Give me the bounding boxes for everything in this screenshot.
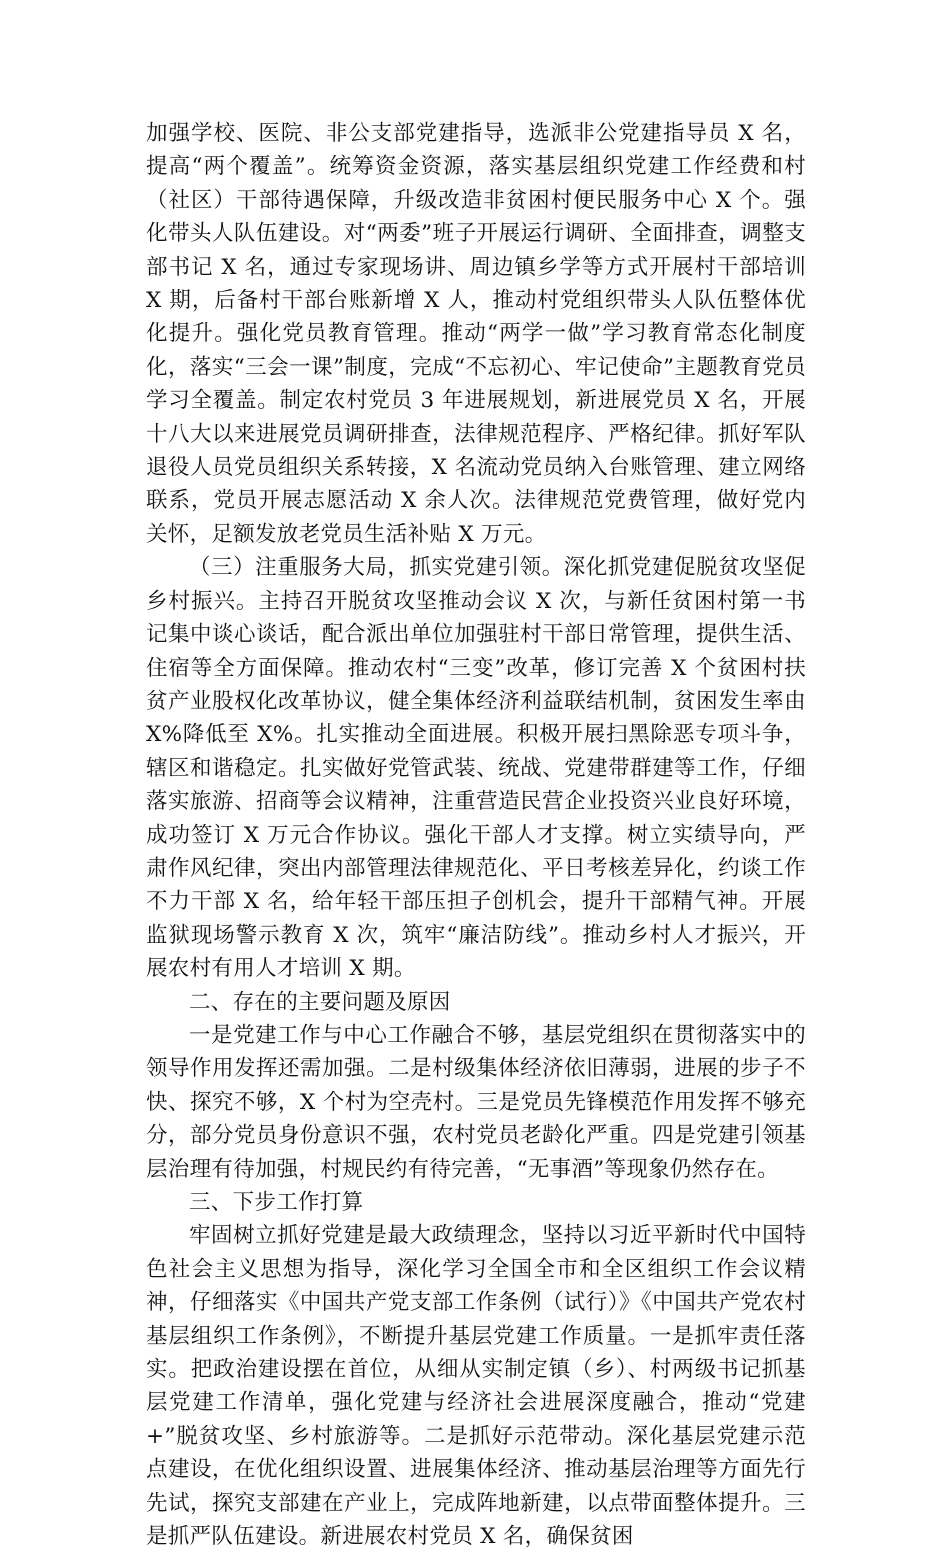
section-heading: 三、下步工作打算 [189,1190,364,1215]
body-paragraph: 加强学校、医院、非公支部党建指导，选派非公党建指导员 X 名，提高“两个覆盖”。统筹资金资源，落实基层组织党建工作经费和村（社区）干部待遇保障，升级改造非贫困村便民服务中心 X 个。强化带头人队伍建设。对“两委”班子开展运行调研、全面排查，调整支部书记 X 名，通过专家现场讲、周边镇乡学等方式开展村干部培训 X 期，后备村干部台账新增 X 人，推动村党组织带头人队伍整体优化提升。强化党员教育管理。推动“两学一做”学习教育常态化制度化，落实“三会一课”制度，完成“不忘初心、牢记使命”主题教育党员学习全覆盖。制定农村党员 3 年进展规划，新进展党员 X 名，开展十八大以来进展党员调研排查，法律规范程序、严格纪律。抓好军队退役人员党员组织关系转接，X 名流动党员纳入台账管理、建立网络联系，党员开展志愿活动 X 余人次。法律规范党费管理，做好党内关怀，足额发放老党员生活补贴 X 万元。 [146,121,806,547]
body-paragraph: （三）注重服务大局，抓实党建引领。深化抓党建促脱贫攻坚促乡村振兴。主持召开脱贫攻坚推动会议 X 次，与新任贫困村第一书记集中谈心谈话，配合派出单位加强驻村干部日常管理，提供生活、住宿等全方面保障。推动农村“三变”改革，修订完善 X 个贫困村扶贫产业股权化改革协议，健全集体经济利益联结机制，贫困发生率由 X%降低至 X%。扎实推动全面进展。积极开展扫黑除恶专项斗争，辖区和谐稳定。扎实做好党管武装、统战、党建带群建等工作，仔细落实旅游、招商等会议精神，注重营造民营企业投资兴业良好环境，成功签订 X 万元合作协议。强化干部人才支撑。树立实绩导向，严肃作风纪律，突出内部管理法律规范化、平日考核差异化，约谈工作不力干部 X 名，给年轻干部压担子创机会，提升干部精气神。开展监狱现场警示教育 X 次，筑牢“廉洁防线”。推动乡村人才振兴，开展农村有用人才培训 X 期。 [146,555,806,982]
document-body [146,117,806,1553]
section-heading: 二、存在的主要问题及原因 [189,989,451,1015]
body-paragraph: 牢固树立抓好党建是最大政绩理念，坚持以习近平新时代中国特色社会主义思想为指导，深化学习全国全市和全区组织工作会议精神，仔细落实《中国共产党支部工作条例（试行）》《中国共产党农村基层组织工作条例》，不断提升基层党建工作质量。一是抓牢责任落实。把政治建设摆在首位，从细从实制定镇（乡）、村两级书记抓基层党建工作清单，强化党建与经济社会进展深度融合，推动“党建+”脱贫攻坚、乡村旅游等。二是抓好示范带动。深化基层党建示范点建设，在优化组织设置、进展集体经济、推动基层治理等方面先行先试，探究支部建在产业上，完成阵地新建，以点带面整体提升。三是抓严队伍建设。新进展农村党员 X 名，确保贫困 [146,1223,806,1550]
body-paragraph: 一是党建工作与中心工作融合不够，基层党组织在贯彻落实中的领导作用发挥还需加强。二是村级集体经济依旧薄弱，进展的步子不快、探究不够，X 个村为空壳村。三是党员先锋模范作用发挥不够充分，部分党员身份意识不强，农村党员老龄化严重。四是党建引领基层治理有待加强，村规民约有待完善，“无事酒”等现象仍然存在。 [146,1022,806,1182]
